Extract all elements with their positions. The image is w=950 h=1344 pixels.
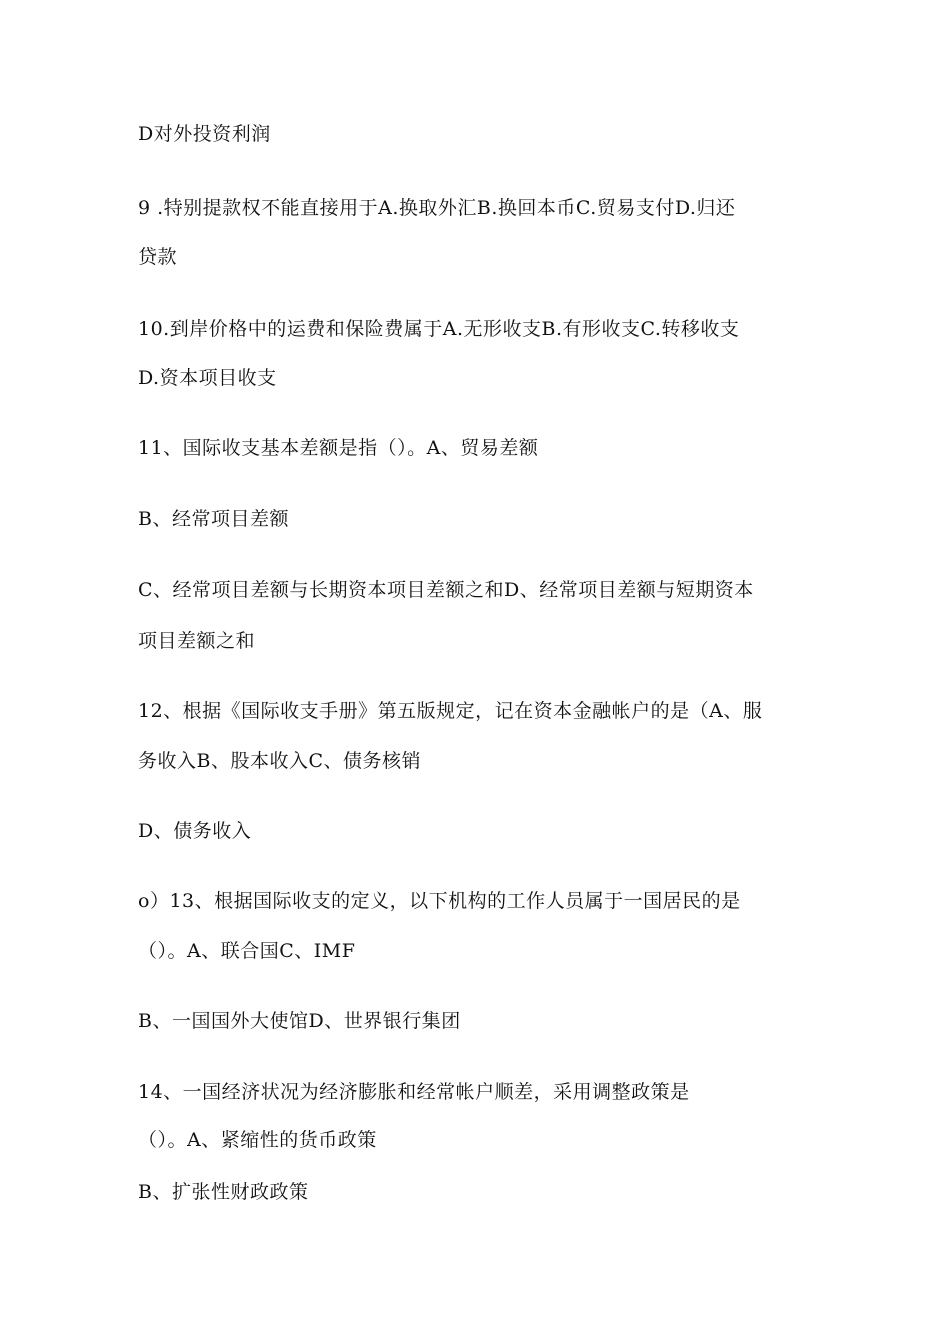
- text-line: 项目差额之和: [138, 630, 256, 652]
- text-line: D、债务收入: [138, 820, 252, 842]
- text-line: D对外投资利润: [138, 123, 271, 145]
- text-line: D.资本项目收支: [138, 367, 277, 389]
- text-line: o）13、根据国际收支的定义，以下机构的工作人员属于一国居民的是: [138, 890, 741, 912]
- text-line: B、一国国外大使馆D、世界银行集团: [138, 1010, 461, 1032]
- text-line: （）。A、紧缩性的货币政策: [138, 1129, 377, 1151]
- text-line: 10.到岸价格中的运费和保险费属于A.无形收支B.有形收支C.转移收支: [138, 318, 740, 340]
- text-line: B、经常项目差额: [138, 508, 289, 530]
- text-line: B、扩张性财政政策: [138, 1181, 309, 1203]
- text-line: （）。A、联合国C、IMF: [138, 940, 356, 962]
- text-line: 务收入B、股本收入C、债务核销: [138, 750, 422, 772]
- text-line: 12、根据《国际收支手册》第五版规定，记在资本金融帐户的是（A、服: [138, 700, 763, 722]
- text-line: 9 .特别提款权不能直接用于A.换取外汇B.换回本币C.贸易支付D.归还: [138, 197, 736, 219]
- text-line: 11、国际收支基本差额是指（）。A、贸易差额: [138, 437, 539, 459]
- text-line: 贷款: [138, 246, 178, 268]
- text-line: 14、一国经济状况为经济膨胀和经常帐户顺差，采用调整政策是: [138, 1081, 690, 1103]
- text-line: C、经常项目差额与长期资本项目差额之和D、经常项目差额与短期资本: [138, 579, 754, 601]
